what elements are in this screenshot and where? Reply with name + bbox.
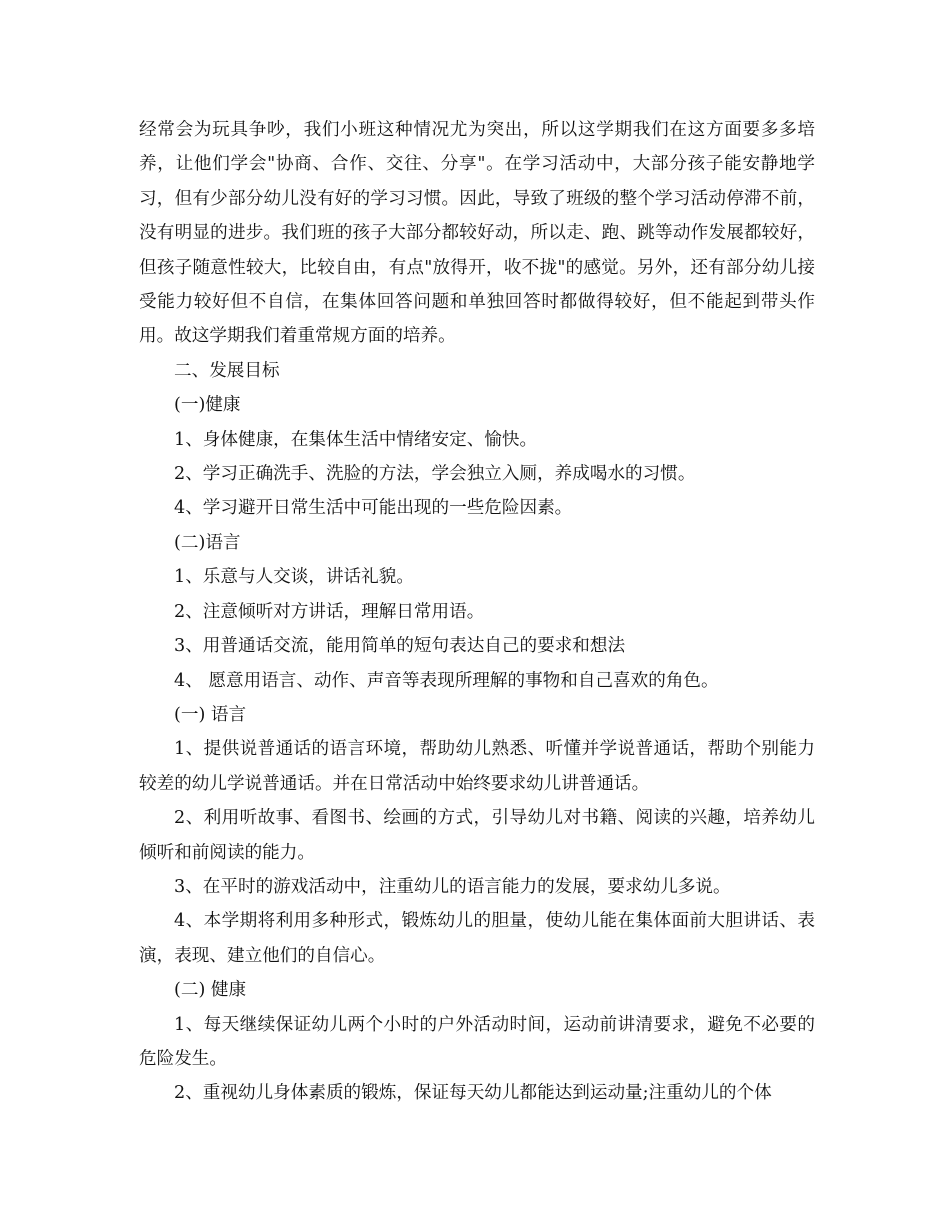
list-item: 2、注意倾听对方讲话，理解日常用语。 xyxy=(174,601,485,622)
list-item: 4、 愿意用语言、动作、声音等表现所理解的事物和自己喜欢的角色。 xyxy=(174,670,719,691)
list-item: 1、每天继续保证幼儿两个小时的户外活动时间，运动前讲清要求，避免不必要的危险发生。 xyxy=(139,1014,815,1069)
section-heading-development-goals: 二、发展目标 xyxy=(174,360,280,381)
document-body xyxy=(139,113,815,1111)
list-item: 2、利用听故事、看图书、绘画的方式，引导幼儿对书籍、阅读的兴趣，培养幼儿倾听和前阅读的能力。 xyxy=(139,808,815,863)
list-item: 3、在平时的游戏活动中，注重幼儿的语言能力的发展，要求幼儿多说。 xyxy=(174,876,731,897)
list-item: 1、身体健康，在集体生活中情绪安定、愉快。 xyxy=(174,429,538,450)
subheading-health-measures: (二) 健康 xyxy=(174,980,247,1001)
list-item: 4、学习避开日常生活中可能出现的一些危险因素。 xyxy=(174,498,573,519)
list-item: 3、用普通话交流，能用简单的短句表达自己的要求和想法 xyxy=(174,636,626,657)
list-item: 2、重视幼儿身体素质的锻炼，保证每天幼儿都能达到运动量;注重幼儿的个体 xyxy=(174,1083,772,1104)
paragraph-intro-continued: 经常会为玩具争吵，我们小班这种情况尤为突出，所以这学期我们在这方面要多多培养，让他们学会"协商、合作、交往、分享"。在学习活动中，大部分孩子能安静地学习，但有少部分幼儿没有好的学习习惯。因此，导致了班级的整个学习活动停滞不前，没有明显的进步。我们班的孩子大部分都较好动，所以走、跑、跳等动作发展都较好，但孩子随意性较大，比较自由，有点"放得开，收不拢"的感觉。另外，还有部分幼儿接受能力较好但不自信，在集体回答问题和单独回答时都做得较好，但不能起到带头作用。故这学期我们着重常规方面的培养。 xyxy=(139,120,815,347)
subheading-health: (一)健康 xyxy=(174,395,241,416)
list-item: 4、本学期将利用多种形式，锻炼幼儿的胆量，使幼儿能在集体面前大胆讲话、表演，表现、建立他们的自信心。 xyxy=(139,911,815,966)
subheading-language-measures: (一) 语言 xyxy=(174,704,247,725)
list-item: 1、提供说普通话的语言环境，帮助幼儿熟悉、听懂并学说普通话，帮助个别能力较差的幼儿学说普通话。并在日常活动中始终要求幼儿讲普通话。 xyxy=(139,739,815,794)
list-item: 2、学习正确洗手、洗脸的方法，学会独立入厕，养成喝水的习惯。 xyxy=(174,464,696,485)
list-item: 1、乐意与人交谈，讲话礼貌。 xyxy=(174,567,414,588)
subheading-language: (二)语言 xyxy=(174,532,241,553)
